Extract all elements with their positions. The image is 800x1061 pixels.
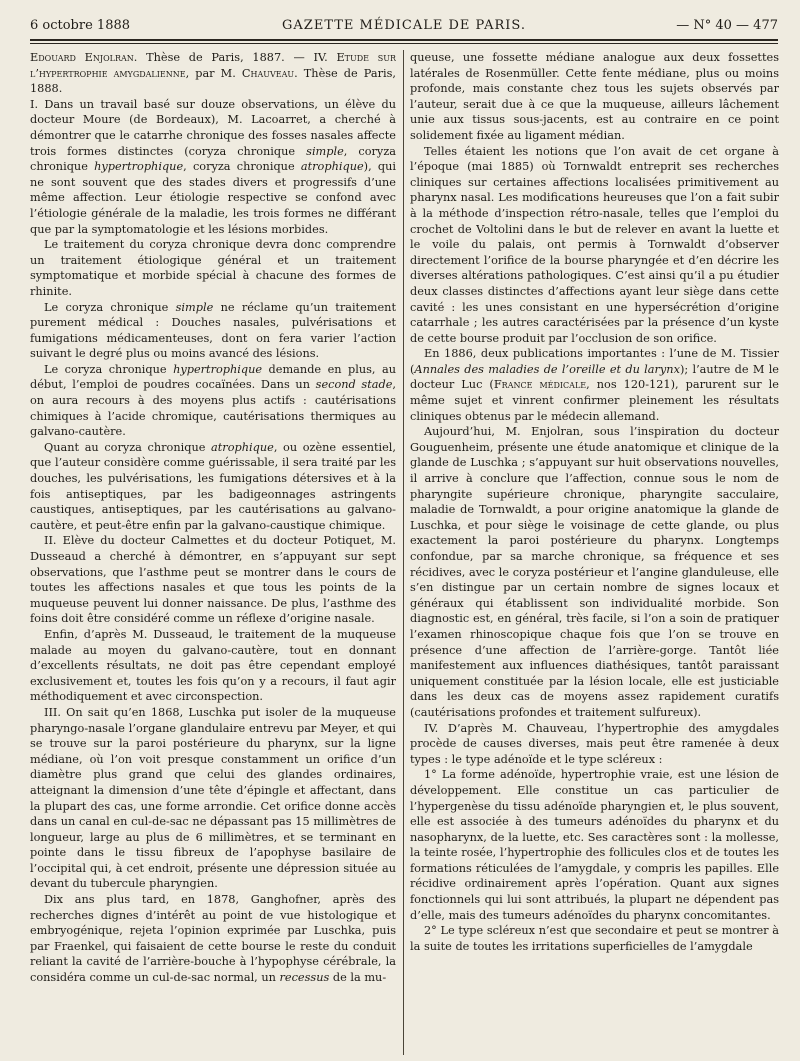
paragraph: Telles étaient les notions que l’on avait de cet organe à l’époque (mai 1885) où Tornwaldt entreprit ses recherches cliniques sur certaines affections localisées primitivement au pharynx nasal. Les modifications heureuses que l’on a fait subir à la méthode d’inspection rétro-nasale, telles que l’emploi du crochet de Voltolini dans le but de relever en avant la luette et le voile du palais, ont permis à Tornwaldt d’observer directement l’orifice de la bourse pharyngée et d’en décrire les diverses altérations pathologiques. C’est ainsi qu’il a pu étudier deux classes distinctes d’affections ayant leur siège dans cette cavité : les unes consistant en une hypersécrétion d’origine catarrhale ; les autres caractérisées par la présence d’un kyste de cette bourse produit par l’occlusion de son orifice.: [410, 144, 779, 345]
header-date: 6 octobre 1888: [30, 18, 131, 33]
paragraph: 2° Le type scléreux n’est que secondaire et peut se montrer à la suite de toutes les irritations superficielles de l’amygdale: [410, 924, 779, 953]
issue-page-number: — N° 40 — 477: [676, 18, 778, 33]
paragraph: 1° La forme adénoïde, hypertrophie vraie, est une lésion de développement. Elle constitue un cas particulier de l’hypergenèse du tissu adénoïde pharyngien et, le plus souvent, elle est associée à des tumeurs adénoïdes du pharynx et du nasopharynx, de la luette, etc. Ses caractères sont : la mollesse, la teinte rosée, l’hypertrophie des follicules clos et de toutes les formations réticulées de l’amygdale, y compris les papilles. Elle récidive ordinairement après l’opération. Quant aux signes fonctionnels qui lui sont attribués, la plupart ne dépendent pas d’elle, mais des tumeurs adénoïdes du pharynx concomitantes.: [410, 768, 779, 922]
header-rule-thick: [30, 39, 778, 41]
paragraph: Le traitement du coryza chronique devra donc comprendre un traitement étiologique général et un traitement symptomatique et morbide spécial à chacune des formes de rhinite.: [30, 238, 396, 298]
left-column: [30, 50, 396, 1058]
running-header: [30, 14, 778, 38]
paragraph: Enfin, d’après M. Dusseaud, le traitement de la muqueuse malade au moyen du galvano-cautère, tout en donnant d’excellents résultats, ne doit pas être cependant employé exclusivement et, toutes les fois qu’on y a recours, il faut agir méthodiquement et avec circonspection.: [30, 627, 396, 704]
paragraph: Aujourd’hui, M. Enjolran, sous l’inspiration du docteur Gouguenheim, présente une étude anatomique et clinique de la glande de Luschka ; s’appuyant sur huit observations nouvelles, il arrive à conclure que l’affection, connue sous le nom de pharyngite supérieure chronique, pharyngite sacculaire, maladie de Tornwaldt, a pour origine anatomique la glande de Luschka, et pour siège le voisinage de cette glande, ou plus exactement la paroi postérieure du pharynx. Longtemps confondue, par sa marche chronique, sa fréquence et ses récidives, avec le coryza postérieur et l’angine glanduleuse, elle s’en distingue par un certain nombre de signes locaux et généraux qui établissent son individualité morbide. Son diagnostic est, en général, très facile, si l’on a soin de pratiquer l’examen rhinoscopique chaque fois que l’on se trouve en présence d’une affection de l’arrière-gorge. Tantôt liée manifestement aux influences diathésiques, tantôt paraissant uniquement constituée par la lésion locale, elle est justiciable dans les deux cas de moyens assez rapidement curatifs (cautérisations profondes et traitement sulfureux).: [410, 425, 779, 719]
paragraph: I. Dans un travail basé sur douze observations, un élève du docteur Moure (de Bordeaux), M. Lacoarret, a cherché à démontrer que le catarrhe chronique des fosses nasales affecte trois formes distinctes (coryza chronique simple, coryza chronique hypertrophique, coryza chronique atrophique), qui ne sont souvent que des stades divers et progressifs d’une même affection. Leur étiologie respective se confond avec l’étiologie générale de la maladie, les trois formes ne différant que par la symptomatologie et les lésions morbides.: [30, 97, 396, 236]
journal-title: GAZETTE MÉDICALE DE PARIS.: [282, 18, 526, 33]
right-column: [410, 50, 779, 1058]
paragraph: Le coryza chronique simple ne réclame qu’un traitement purement médical : Douches nasales, pulvérisations et fumigations médicamenteuses, dont on fera varier l’action suivant le degré plus ou moins avancé des lésions.: [30, 300, 396, 361]
paragraph: Quant au coryza chronique atrophique, ou ozène essentiel, que l’auteur considère comme guérissable, il sera traité par les douches, les pulvérisations, les fumigations détersives et à la fois antiseptiques, par les badigeonnages astringents caustiques, antiseptiques, par les cautérisations au galvano-cautère, et peut-être enfin par la galvano-caustique chimique.: [30, 440, 396, 532]
paragraph: Edouard Enjolran. Thèse de Paris, 1887. — IV. Etude sur l’hypertrophie amygdalienne, par M. Chauveau. Thèse de Paris, 1888.: [30, 51, 396, 96]
paragraph: Dix ans plus tard, en 1878, Ganghofner, après des recherches dignes d’intérêt au point de vue histologique et embryogénique, rejeta l’opinion exprimée par Luschka, puis par Fraenkel, qui faisaient de cette bourse le reste du conduit reliant la cavité de l’arrière-bouche à l’hypophyse cérébrale, la considéra comme un cul-de-sac normal, un recessus de la mu-: [30, 893, 396, 985]
paragraph: IV. D’après M. Chauveau, l’hypertrophie des amygdales procède de causes diverses, mais peut être ramenée à deux types : le type adénoïde et le type scléreux :: [410, 721, 779, 766]
paragraph: queuse, une fossette médiane analogue aux deux fossettes latérales de Rosenmüller. Cette fente médiane, plus ou moins profonde, mais constante chez tous les sujets observés par l’auteur, serait due à ce que la muqueuse, ailleurs lâchement unie aux tissus sous-jacents, est au contraire en ce point solidement fixée au ligament médian.: [410, 51, 779, 142]
header-rule-thin: [30, 43, 778, 44]
column-divider: [403, 50, 404, 1055]
paragraph: Le coryza chronique hypertrophique demande en plus, au début, l’emploi de poudres cocaïnées. Dans un second stade, on aura recours à des moyens plus actifs : cautérisations chimiques à l’acide chromique, cautérisations thermiques au galvano-cautère.: [30, 362, 396, 439]
paragraph: En 1886, deux publications importantes : l’une de M. Tissier (Annales des maladies de l’oreille et du larynx); l’autre de M le docteur Luc (France médicale, nos 120-121), parurent sur le même sujet et vinrent confirmer pleinement les résultats cliniques obtenus par le médecin allemand.: [410, 347, 779, 423]
paragraph: II. Elève du docteur Calmettes et du docteur Potiquet, M. Dusseaud a cherché à démontrer, en s’appuyant sur sept observations, que l’asthme peut se montrer dans le cours de toutes les affections nasales et que tous les points de la muqueuse peuvent lui donner naissance. De plus, l’asthme des foins doit être considéré comme un réflexe d’origine nasale.: [30, 534, 396, 626]
paragraph: III. On sait qu’en 1868, Luschka put isoler de la muqueuse pharyngo-nasale l’organe glandulaire entrevu par Meyer, et qui se trouve sur la paroi postérieure du pharynx, sur la ligne médiane, où l’on voit presque constamment un orifice d’un diamètre plus grand que celui des glandes ordinaires, atteignant la dimension d’une tête d’épingle et affectant, dans la plupart des cas, une forme arrondie. Cet orifice donne accès dans un canal en cul-de-sac ne dépassant pas 15 millimètres de longueur, large au plus de 6 millimètres, et se terminant en pointe dans le tissu fibreux de l’apophyse basilaire de l’occipital qui, à cet endroit, présente une dépression située au devant du tubercule pharyngien.: [30, 705, 396, 891]
